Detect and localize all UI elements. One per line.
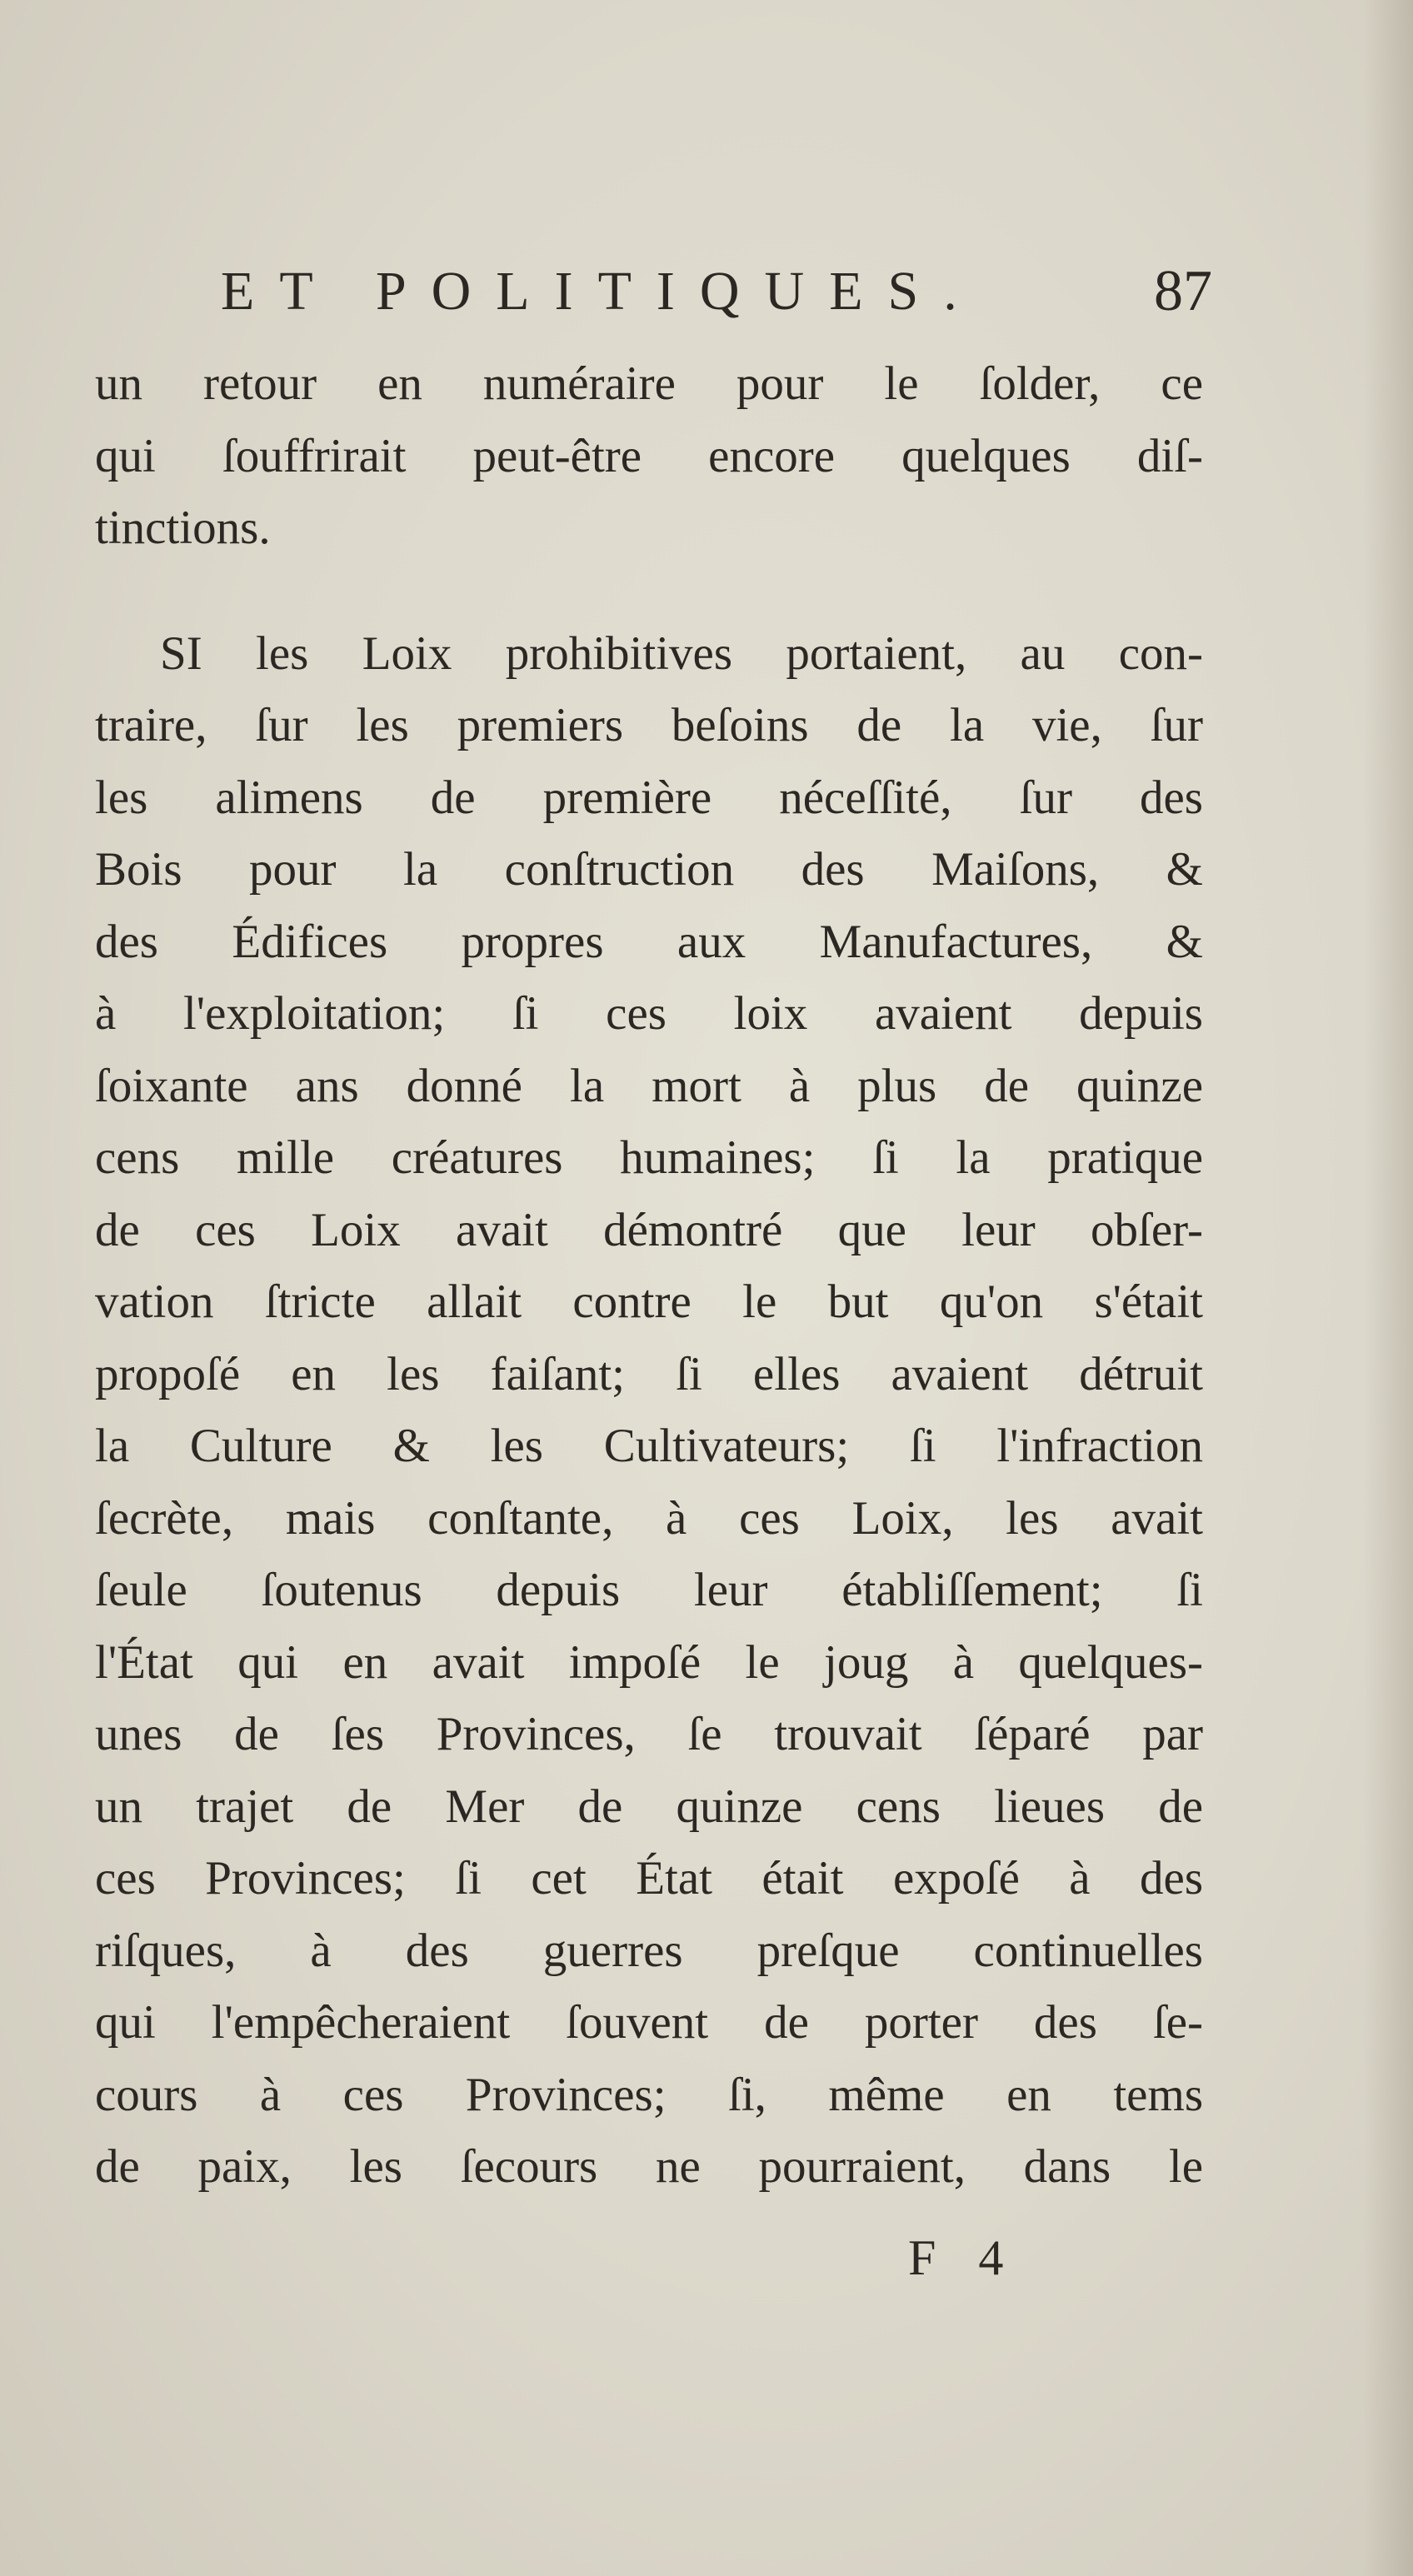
text-line: ſeule ſoutenus depuis leur établiſſement; ſi [95, 1564, 1203, 1616]
text-line: propoſé en les faiſant; ſi elles avaient détruit [95, 1347, 1203, 1400]
text-line: à l'exploitation; ſi ces loix avaient depuis [95, 987, 1203, 1040]
text-line: ſecrète, mais conſtante, à ces Loix, les avait [95, 1491, 1203, 1545]
text-line: un trajet de Mer de quinze cens lieues de [95, 1780, 1203, 1833]
text-line: des Édifices propres aux Manufactures, & [95, 915, 1203, 968]
signature-mark: F 4 [908, 2230, 1019, 2285]
text-line: les alimens de première néceſſité, ſur des [95, 771, 1203, 824]
text-line: cens mille créatures humaines; ſi la pratique [95, 1131, 1203, 1184]
text-line: la Culture & les Cultivateurs; ſi l'infraction [95, 1420, 1203, 1472]
text-line: l'État qui en avait impoſé le joug à quelques- [95, 1635, 1203, 1689]
page-edge-shadow [1363, 0, 1413, 2576]
text-line: un retour en numéraire pour le ſolder, ce [95, 357, 1203, 410]
text-line: tinctions. [95, 502, 271, 554]
page-header [221, 246, 1212, 337]
text-line: ces Provinces; ſi cet État était expoſé à des [95, 1852, 1203, 1905]
text-line: SI les Loix prohibitives portaient, au con- [160, 627, 1203, 680]
text-line: Bois pour la conſtruction des Maiſons, & [95, 843, 1203, 896]
text-line: de paix, les ſecours ne pourraient, dans le [95, 2140, 1203, 2193]
text-line: de ces Loix avait démontré que leur obſer- [95, 1203, 1203, 1256]
paragraph-gap [95, 565, 1203, 618]
text-line: unes de ſes Provinces, ſe trouvait ſéparé par [95, 1708, 1203, 1760]
text-line: qui l'empêcheraient ſouvent de porter des ſe- [95, 1996, 1203, 2049]
running-head: ET POLITIQUES. [221, 261, 982, 322]
text-line: ſoixante ans donné la mort à plus de quinze [95, 1059, 1203, 1112]
page-number: 87 [1154, 259, 1212, 323]
text-line: qui ſouffrirait peut-être encore quelques diſ- [95, 429, 1203, 482]
text-line: riſques, à des guerres preſque continuelles [95, 1924, 1203, 1977]
text-line: cours à ces Provinces; ſi, même en tems [95, 2068, 1203, 2121]
body-text [95, 348, 1203, 2204]
text-line: traire, ſur les premiers beſoins de la vie, ſur [95, 699, 1203, 751]
text-line: vation ſtricte allait contre le but qu'on s'était [95, 1276, 1203, 1328]
